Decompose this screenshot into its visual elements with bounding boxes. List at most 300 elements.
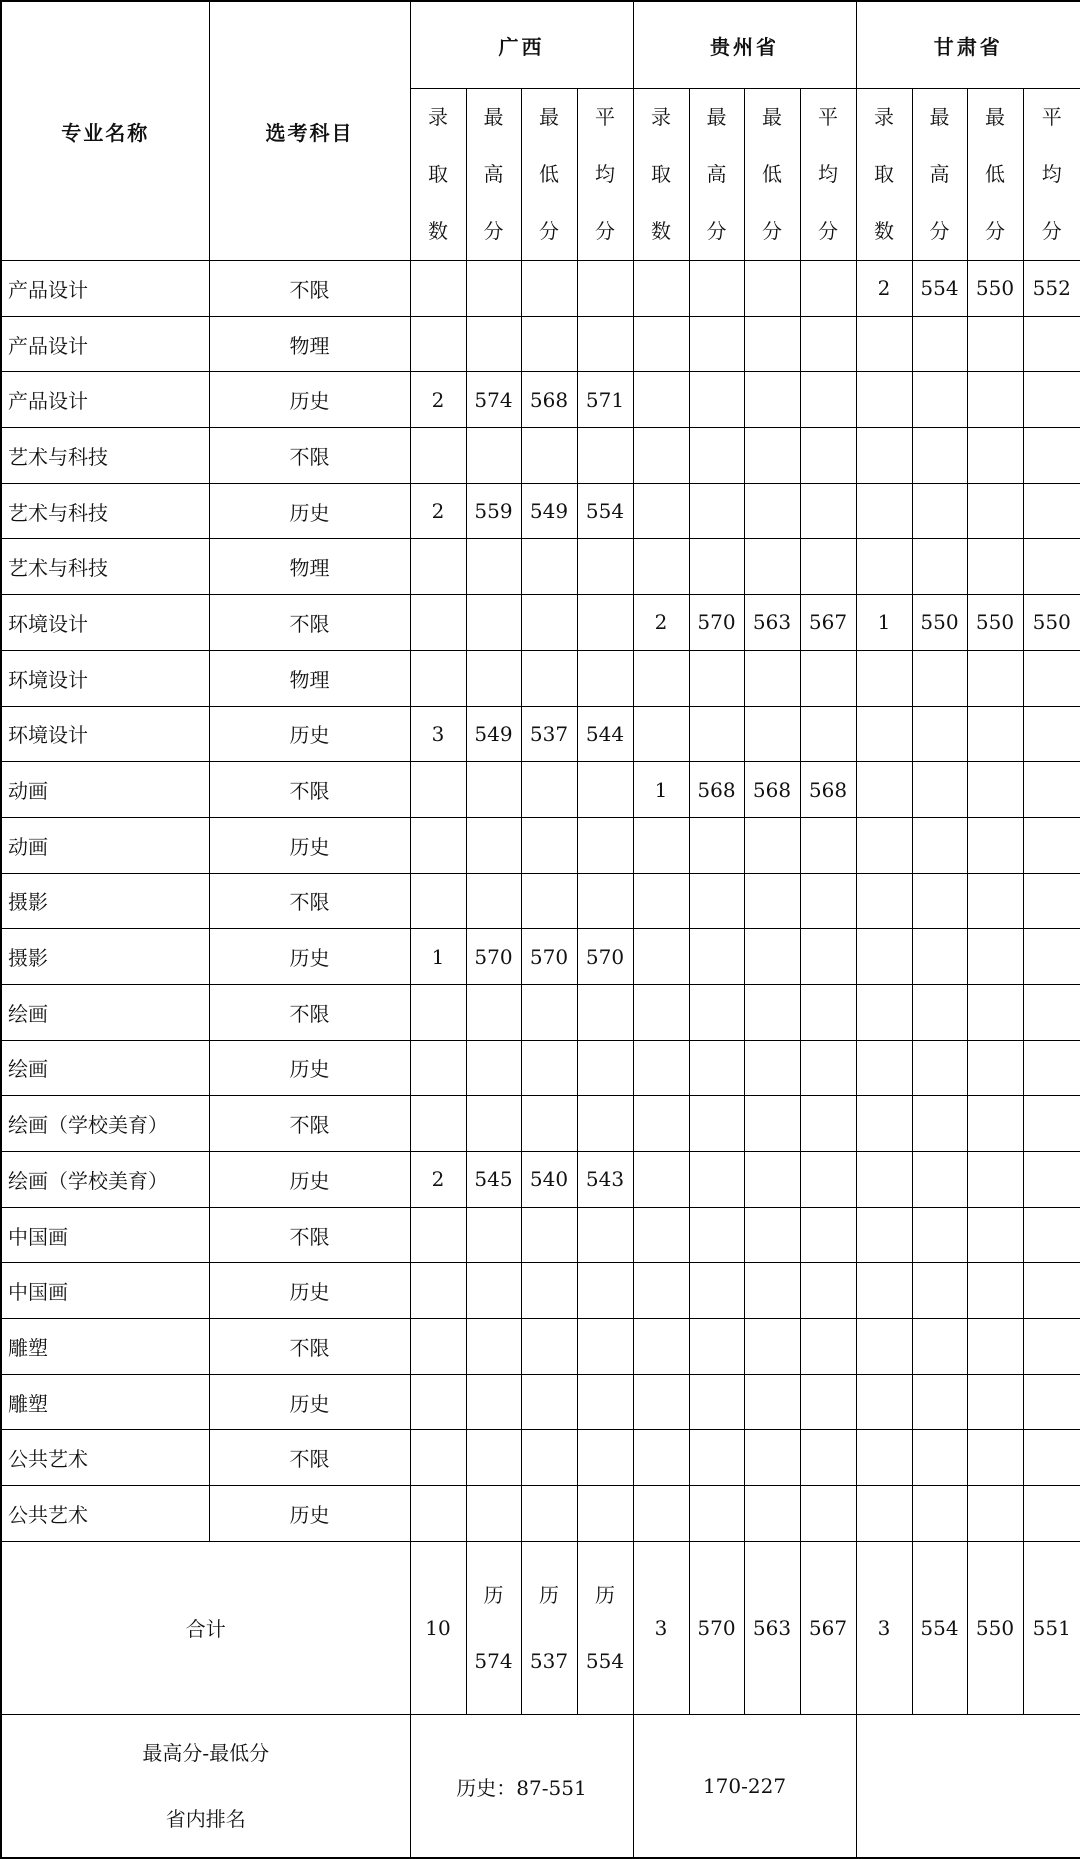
- total-guizhou-count: 3: [633, 1541, 689, 1714]
- score-cell: [410, 595, 466, 651]
- score-cell: [466, 428, 521, 484]
- score-cell: [689, 1430, 744, 1486]
- score-cell: [800, 428, 856, 484]
- score-cell: [521, 650, 577, 706]
- score-cell: [633, 372, 689, 428]
- score-cell: [744, 929, 800, 985]
- subject-column-header: 选考科目: [209, 1, 410, 261]
- subject-cell: 历史: [209, 1374, 410, 1430]
- score-cell: 570: [521, 929, 577, 985]
- province-header-guizhou: 贵州省: [633, 1, 856, 89]
- score-cell: [1023, 650, 1080, 706]
- score-cell: [912, 650, 967, 706]
- rank-gansu: [856, 1714, 1080, 1858]
- score-cell: [577, 1374, 633, 1430]
- score-cell: [633, 1040, 689, 1096]
- sub-header-max: 最 高 分: [912, 89, 967, 261]
- score-cell: [800, 316, 856, 372]
- subject-cell: 不限: [209, 762, 410, 818]
- score-cell: [1023, 1430, 1080, 1486]
- subject-cell: 不限: [209, 1319, 410, 1375]
- score-cell: [410, 1096, 466, 1152]
- score-cell: 537: [521, 706, 577, 762]
- score-cell: [689, 1374, 744, 1430]
- score-cell: [1023, 873, 1080, 929]
- score-cell: [689, 428, 744, 484]
- score-cell: [912, 1040, 967, 1096]
- score-cell: [577, 595, 633, 651]
- score-cell: [577, 1430, 633, 1486]
- score-cell: 568: [744, 762, 800, 818]
- score-cell: [633, 1374, 689, 1430]
- score-cell: [1023, 1374, 1080, 1430]
- score-cell: [410, 1319, 466, 1375]
- table-row: [1, 1430, 1080, 1486]
- score-cell: 559: [466, 483, 521, 539]
- major-name-cell: 公共艺术: [1, 1486, 209, 1542]
- score-cell: [1023, 1263, 1080, 1319]
- score-cell: [800, 483, 856, 539]
- score-cell: 549: [521, 483, 577, 539]
- score-cell: [967, 1152, 1023, 1208]
- score-cell: [800, 706, 856, 762]
- score-cell: [912, 1486, 967, 1542]
- score-cell: [800, 1040, 856, 1096]
- score-cell: [689, 984, 744, 1040]
- score-cell: [466, 1374, 521, 1430]
- score-cell: [912, 372, 967, 428]
- total-guangxi-avg: 历 554: [577, 1541, 633, 1714]
- score-cell: [633, 929, 689, 985]
- score-cell: [967, 483, 1023, 539]
- sub-header-avg: 平 均 分: [1023, 89, 1080, 261]
- score-cell: [967, 1430, 1023, 1486]
- score-cell: [800, 650, 856, 706]
- score-cell: [689, 1152, 744, 1208]
- major-name-cell: 摄影: [1, 873, 209, 929]
- score-cell: [912, 762, 967, 818]
- score-cell: [410, 762, 466, 818]
- score-cell: [967, 1096, 1023, 1152]
- province-header-guangxi: 广西: [410, 1, 633, 89]
- major-name-cell: 雕塑: [1, 1319, 209, 1375]
- major-name-cell: 艺术与科技: [1, 428, 209, 484]
- major-name-cell: 动画: [1, 817, 209, 873]
- score-cell: [410, 650, 466, 706]
- score-cell: [912, 428, 967, 484]
- score-cell: [689, 539, 744, 595]
- score-cell: [689, 1040, 744, 1096]
- score-cell: [744, 316, 800, 372]
- score-cell: [800, 261, 856, 317]
- major-name-cell: 艺术与科技: [1, 483, 209, 539]
- score-cell: [856, 1430, 912, 1486]
- score-cell: [1023, 483, 1080, 539]
- table-row: [1, 428, 1080, 484]
- score-cell: [633, 428, 689, 484]
- score-cell: [912, 817, 967, 873]
- score-cell: 571: [577, 372, 633, 428]
- score-cell: 1: [856, 595, 912, 651]
- score-cell: [856, 1152, 912, 1208]
- score-cell: [856, 929, 912, 985]
- score-cell: [633, 261, 689, 317]
- major-name-cell: 中国画: [1, 1207, 209, 1263]
- score-cell: [800, 1152, 856, 1208]
- score-cell: [967, 539, 1023, 595]
- score-cell: [744, 1096, 800, 1152]
- score-cell: [689, 873, 744, 929]
- score-cell: 570: [577, 929, 633, 985]
- score-cell: [633, 1152, 689, 1208]
- score-cell: [521, 1207, 577, 1263]
- score-cell: [967, 650, 1023, 706]
- score-cell: [577, 1040, 633, 1096]
- score-cell: 554: [912, 261, 967, 317]
- score-cell: [856, 539, 912, 595]
- score-cell: 550: [967, 261, 1023, 317]
- score-cell: [856, 984, 912, 1040]
- major-name-cell: 雕塑: [1, 1374, 209, 1430]
- score-cell: [800, 1263, 856, 1319]
- sub-header-avg: 平 均 分: [577, 89, 633, 261]
- table-row: [1, 873, 1080, 929]
- score-cell: [1023, 762, 1080, 818]
- subject-cell: 不限: [209, 1207, 410, 1263]
- score-cell: [800, 1319, 856, 1375]
- score-cell: [633, 1430, 689, 1486]
- score-cell: [912, 1096, 967, 1152]
- table-row: [1, 817, 1080, 873]
- table-row: [1, 316, 1080, 372]
- major-name-cell: 环境设计: [1, 595, 209, 651]
- score-cell: [689, 706, 744, 762]
- total-gansu-avg: 551: [1023, 1541, 1080, 1714]
- score-cell: [1023, 1152, 1080, 1208]
- table-row: [1, 1207, 1080, 1263]
- score-cell: [466, 316, 521, 372]
- score-cell: [912, 539, 967, 595]
- score-cell: 550: [967, 595, 1023, 651]
- score-cell: [744, 1207, 800, 1263]
- sub-header-max: 最 高 分: [689, 89, 744, 261]
- table-row: [1, 1263, 1080, 1319]
- score-cell: [856, 372, 912, 428]
- total-guizhou-max: 570: [689, 1541, 744, 1714]
- score-cell: [800, 1207, 856, 1263]
- major-name-cell: 产品设计: [1, 372, 209, 428]
- rank-row: [1, 1714, 1080, 1858]
- score-cell: [577, 650, 633, 706]
- score-cell: [912, 1263, 967, 1319]
- score-cell: 544: [577, 706, 633, 762]
- score-cell: [689, 650, 744, 706]
- score-cell: 552: [1023, 261, 1080, 317]
- score-cell: [800, 1430, 856, 1486]
- table-row: [1, 706, 1080, 762]
- score-cell: [410, 1263, 466, 1319]
- score-cell: 568: [521, 372, 577, 428]
- score-cell: [744, 706, 800, 762]
- score-cell: 568: [689, 762, 744, 818]
- subject-cell: 历史: [209, 929, 410, 985]
- score-cell: 568: [800, 762, 856, 818]
- score-cell: [967, 428, 1023, 484]
- score-cell: [856, 873, 912, 929]
- score-cell: [1023, 817, 1080, 873]
- subject-cell: 历史: [209, 372, 410, 428]
- score-cell: [800, 929, 856, 985]
- score-cell: [912, 1374, 967, 1430]
- table-row: [1, 1152, 1080, 1208]
- score-cell: [689, 261, 744, 317]
- score-cell: [466, 650, 521, 706]
- sub-header-count: 录 取 数: [633, 89, 689, 261]
- score-cell: [1023, 1319, 1080, 1375]
- score-cell: [800, 873, 856, 929]
- score-cell: [967, 929, 1023, 985]
- subject-cell: 历史: [209, 706, 410, 762]
- score-cell: [410, 873, 466, 929]
- score-cell: 1: [410, 929, 466, 985]
- score-cell: [521, 817, 577, 873]
- score-cell: [689, 929, 744, 985]
- score-cell: [689, 1486, 744, 1542]
- score-cell: [466, 1207, 521, 1263]
- score-cell: [800, 372, 856, 428]
- score-cell: [577, 1263, 633, 1319]
- score-cell: [577, 762, 633, 818]
- score-cell: [521, 1374, 577, 1430]
- table-row: [1, 1486, 1080, 1542]
- score-cell: 2: [410, 1152, 466, 1208]
- score-cell: [689, 1263, 744, 1319]
- score-cell: [856, 1486, 912, 1542]
- score-cell: [967, 1319, 1023, 1375]
- score-cell: [967, 706, 1023, 762]
- score-cell: [633, 873, 689, 929]
- subject-cell: 历史: [209, 1486, 410, 1542]
- total-gansu-max: 554: [912, 1541, 967, 1714]
- score-cell: [800, 1486, 856, 1542]
- score-cell: [967, 1263, 1023, 1319]
- score-cell: [744, 1319, 800, 1375]
- subject-cell: 历史: [209, 1263, 410, 1319]
- table-row: [1, 483, 1080, 539]
- score-cell: [577, 817, 633, 873]
- score-cell: [466, 261, 521, 317]
- score-cell: [744, 873, 800, 929]
- score-cell: [689, 817, 744, 873]
- major-name-cell: 绘画: [1, 984, 209, 1040]
- score-cell: [967, 762, 1023, 818]
- score-cell: [466, 1430, 521, 1486]
- sub-header-count: 录 取 数: [410, 89, 466, 261]
- score-cell: 554: [577, 483, 633, 539]
- score-cell: [521, 316, 577, 372]
- score-cell: [410, 1040, 466, 1096]
- score-cell: [1023, 929, 1080, 985]
- subject-cell: 历史: [209, 1152, 410, 1208]
- score-cell: [577, 261, 633, 317]
- score-cell: [577, 984, 633, 1040]
- score-cell: [800, 817, 856, 873]
- score-cell: [744, 984, 800, 1040]
- score-cell: [577, 1319, 633, 1375]
- sub-header-min: 最 低 分: [967, 89, 1023, 261]
- score-cell: [1023, 1207, 1080, 1263]
- score-cell: [577, 1486, 633, 1542]
- major-name-cell: 产品设计: [1, 261, 209, 317]
- subject-cell: 不限: [209, 984, 410, 1040]
- score-cell: [800, 1374, 856, 1430]
- major-name-cell: 环境设计: [1, 650, 209, 706]
- score-cell: [689, 483, 744, 539]
- total-gansu-count: 3: [856, 1541, 912, 1714]
- score-cell: [466, 1096, 521, 1152]
- score-cell: 545: [466, 1152, 521, 1208]
- score-cell: [689, 1207, 744, 1263]
- score-cell: [521, 1040, 577, 1096]
- score-cell: [633, 1319, 689, 1375]
- subject-cell: 物理: [209, 316, 410, 372]
- total-guangxi-max: 历 574: [466, 1541, 521, 1714]
- subject-cell: 不限: [209, 1430, 410, 1486]
- score-cell: [521, 595, 577, 651]
- score-cell: [521, 1486, 577, 1542]
- score-cell: 2: [410, 483, 466, 539]
- score-cell: [800, 1096, 856, 1152]
- score-cell: [744, 539, 800, 595]
- score-cell: [410, 1207, 466, 1263]
- score-cell: [912, 316, 967, 372]
- score-cell: [466, 873, 521, 929]
- score-cell: 550: [912, 595, 967, 651]
- score-cell: [410, 428, 466, 484]
- score-cell: [912, 1319, 967, 1375]
- table-row: [1, 984, 1080, 1040]
- sub-header-max: 最 高 分: [466, 89, 521, 261]
- table-row: [1, 1319, 1080, 1375]
- score-cell: [800, 984, 856, 1040]
- score-cell: [577, 539, 633, 595]
- score-cell: 543: [577, 1152, 633, 1208]
- score-cell: [410, 316, 466, 372]
- subject-cell: 历史: [209, 1040, 410, 1096]
- major-name-cell: 动画: [1, 762, 209, 818]
- score-cell: [1023, 428, 1080, 484]
- major-name-cell: 摄影: [1, 929, 209, 985]
- table-row: [1, 929, 1080, 985]
- score-cell: [912, 1430, 967, 1486]
- score-cell: [744, 1263, 800, 1319]
- score-cell: [967, 372, 1023, 428]
- subject-cell: 物理: [209, 539, 410, 595]
- score-cell: [967, 984, 1023, 1040]
- score-cell: [466, 762, 521, 818]
- score-cell: [521, 1096, 577, 1152]
- score-cell: [1023, 372, 1080, 428]
- score-cell: [410, 539, 466, 595]
- score-cell: [967, 1207, 1023, 1263]
- score-cell: [633, 1263, 689, 1319]
- score-cell: [633, 539, 689, 595]
- score-cell: [744, 650, 800, 706]
- score-cell: 549: [466, 706, 521, 762]
- score-cell: [577, 1096, 633, 1152]
- subject-cell: 物理: [209, 650, 410, 706]
- score-cell: [856, 1263, 912, 1319]
- subject-cell: 不限: [209, 428, 410, 484]
- subject-cell: 历史: [209, 817, 410, 873]
- score-cell: [967, 316, 1023, 372]
- table-row: [1, 1040, 1080, 1096]
- total-guizhou-avg: 567: [800, 1541, 856, 1714]
- score-cell: [633, 1486, 689, 1542]
- score-cell: [466, 1263, 521, 1319]
- score-cell: [521, 261, 577, 317]
- score-cell: [856, 762, 912, 818]
- major-name-cell: 艺术与科技: [1, 539, 209, 595]
- sub-header-avg: 平 均 分: [800, 89, 856, 261]
- score-cell: [967, 1486, 1023, 1542]
- score-cell: [633, 650, 689, 706]
- score-cell: [967, 1040, 1023, 1096]
- total-label: 合计: [1, 1541, 410, 1714]
- rank-label: 最高分-最低分 省内排名: [1, 1714, 410, 1858]
- score-cell: 550: [1023, 595, 1080, 651]
- score-cell: 1: [633, 762, 689, 818]
- score-cell: [856, 1207, 912, 1263]
- score-cell: [800, 539, 856, 595]
- score-cell: [466, 817, 521, 873]
- score-cell: 3: [410, 706, 466, 762]
- score-cell: [1023, 316, 1080, 372]
- score-cell: [466, 595, 521, 651]
- score-cell: 574: [466, 372, 521, 428]
- score-cell: [521, 1263, 577, 1319]
- score-cell: [577, 1207, 633, 1263]
- score-cell: [912, 706, 967, 762]
- score-cell: [521, 762, 577, 818]
- total-guizhou-min: 563: [744, 1541, 800, 1714]
- score-cell: [744, 372, 800, 428]
- score-cell: [466, 1486, 521, 1542]
- total-guangxi-min: 历 537: [521, 1541, 577, 1714]
- score-cell: [856, 1374, 912, 1430]
- score-cell: [967, 817, 1023, 873]
- province-header-gansu: 甘肃省: [856, 1, 1080, 89]
- score-cell: [912, 1152, 967, 1208]
- major-name-cell: 中国画: [1, 1263, 209, 1319]
- score-cell: [410, 261, 466, 317]
- score-cell: [912, 1207, 967, 1263]
- subject-cell: 不限: [209, 261, 410, 317]
- table-row: [1, 539, 1080, 595]
- score-cell: [521, 1430, 577, 1486]
- score-cell: [912, 483, 967, 539]
- score-cell: [1023, 1486, 1080, 1542]
- score-cell: [856, 1319, 912, 1375]
- major-name-cell: 绘画（学校美育）: [1, 1096, 209, 1152]
- score-cell: [689, 372, 744, 428]
- score-cell: [521, 984, 577, 1040]
- score-cell: [856, 1040, 912, 1096]
- subject-cell: 历史: [209, 483, 410, 539]
- table-row: [1, 762, 1080, 818]
- score-cell: [689, 1319, 744, 1375]
- score-cell: [744, 1152, 800, 1208]
